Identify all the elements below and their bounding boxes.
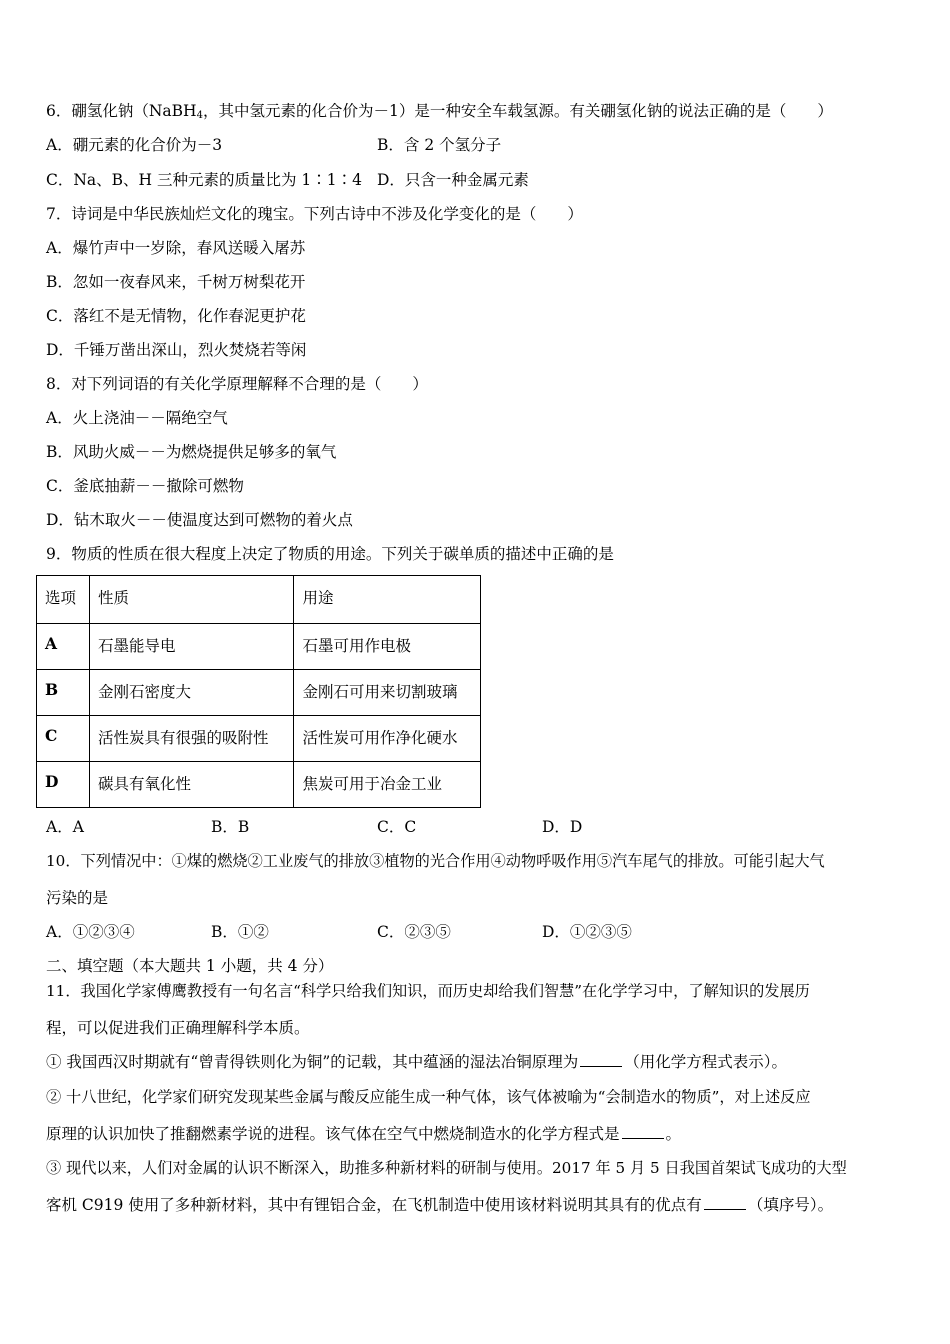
q11-part1-suffix: （用化学方程式表示）。 [624,1053,788,1071]
q9-option-a: A．A [46,818,84,836]
q6-stem-part1: 6．硼氢化钠（NaBH [46,102,197,120]
table-row [37,624,481,670]
q9-option-c: C．C [377,818,417,836]
q11-stem-line2: 程，可以促进我们正确理解科学本质。 [46,1019,310,1037]
q11-part2-text: 原理的认识加快了推翻燃素学说的进程。该气体在空气中燃烧制造水的化学方程式是 [46,1125,620,1143]
table-cell: 金刚石密度大 [89,670,294,716]
answer-blank[interactable] [704,1195,746,1210]
q10-stem-line1: 10．下列情况中：①煤的燃烧②工业废气的排放③植物的光合作用④动物呼吸作用⑤汽车尾气的排放。可能引起大气 [46,852,825,870]
q11-part2-suffix: 。 [665,1125,682,1143]
q10-stem-line2: 污染的是 [46,889,109,907]
q8-option-d: D．钻木取火－－使温度达到可燃物的着火点 [46,511,353,529]
q7-stem: 7．诗词是中华民族灿烂文化的瑰宝。下列古诗中不涉及化学变化的是（ ） [46,205,583,223]
answer-blank[interactable] [580,1052,622,1067]
answer-blank[interactable] [622,1124,664,1139]
table-cell: 石墨可用作电极 [294,624,481,670]
q11-part3-line1: ③ 现代以来，人们对金属的认识不断深入，助推多种新材料的研制与使用。2017 年 5 月 5 日我国首架试飞成功的大型 [46,1159,847,1177]
q8-option-a: A．火上浇油－－隔绝空气 [46,409,228,427]
table-header-cell: 选项 [37,576,90,624]
q6-option-c: C．Na、B、H 三种元素的质量比为 1∶1∶4 [46,171,363,189]
q11-part2-line1: ② 十八世纪，化学家们研究发现某些金属与酸反应能生成一种气体，该气体被喻为“会制造水的物质”，对上述反应 [46,1088,811,1106]
q6-option-b: B．含 2 个氢分子 [377,136,502,154]
q10-option-c: C．②③⑤ [377,923,451,941]
table-cell: 活性炭可用作净化硬水 [294,716,481,762]
q8-stem: 8．对下列词语的有关化学原理解释不合理的是（ ） [46,375,428,393]
section-heading: 二、填空题（本大题共 1 小题，共 4 分） [46,957,334,975]
table-cell: 碳具有氧化性 [89,762,294,808]
q11-part3-suffix: （填序号）。 [747,1196,834,1214]
q8-option-b: B．风助火威－－为燃烧提供足够多的氧气 [46,443,337,461]
table-row [37,762,481,808]
q6-stem-subscript: 4 [196,110,203,121]
table-cell: A [37,624,90,670]
table-cell: 焦炭可用于冶金工业 [294,762,481,808]
q10-option-a: A．①②③④ [46,923,135,941]
table-cell: D [37,762,90,808]
table-header-cell: 性质 [89,576,294,624]
table-row [37,716,481,762]
q6-stem-part2: ，其中氢元素的化合价为－1）是一种安全车载氢源。有关硼氢化钠的说法正确的是（ ） [202,102,833,120]
table-cell: C [37,716,90,762]
q9-stem: 9．物质的性质在很大程度上决定了物质的用途。下列关于碳单质的描述中正确的是 [46,545,614,563]
q9-option-b: B．B [211,818,250,836]
q6-stem [46,101,833,126]
q6-option-a: A．硼元素的化合价为－3 [46,136,223,154]
table-row [37,670,481,716]
q10-option-d: D．①②③⑤ [542,923,632,941]
q7-option-a: A．爆竹声中一岁除，春风送暖入屠苏 [46,239,306,257]
q6-option-d: D．只含一种金属元素 [377,171,529,189]
table-cell: 活性炭具有很强的吸附性 [89,716,294,762]
q8-option-c: C．釜底抽薪－－撤除可燃物 [46,477,244,495]
q11-part1 [46,1052,787,1072]
q10-option-b: B．①② [211,923,269,941]
q11-part2-line2 [46,1124,681,1144]
table-header-row [37,576,481,624]
q11-part3-text: 客机 C919 使用了多种新材料，其中有锂铝合金，在飞机制造中使用该材料说明其具有的优点有 [46,1196,702,1214]
table-cell: 石墨能导电 [89,624,294,670]
table-cell: B [37,670,90,716]
table-cell: 金刚石可用来切割玻璃 [294,670,481,716]
q9-table [36,575,481,808]
q7-option-d: D．千锤万凿出深山，烈火焚烧若等闲 [46,341,307,359]
table-header-cell: 用途 [294,576,481,624]
q11-stem-line1: 11．我国化学家傅鹰教授有一句名言“科学只给我们知识，而历史却给我们智慧”在化学学习中，了解知识的发展历 [46,982,810,1000]
q9-option-d: D．D [542,818,583,836]
q7-option-b: B．忽如一夜春风来，千树万树梨花开 [46,273,306,291]
q11-part3-line2 [46,1195,833,1215]
q7-option-c: C．落红不是无情物，化作春泥更护花 [46,307,306,325]
q11-part1-text: ① 我国西汉时期就有“曾青得铁则化为铜”的记载，其中蕴涵的湿法冶铜原理为 [46,1053,579,1071]
